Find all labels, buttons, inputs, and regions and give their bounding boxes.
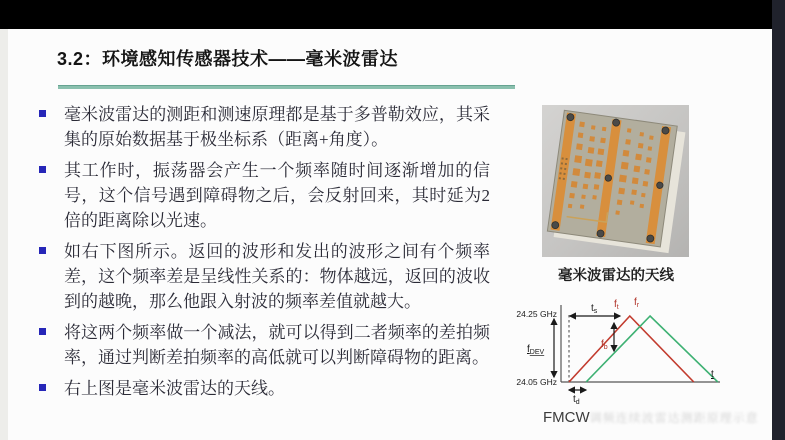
plot-lines: [569, 316, 718, 382]
td-label: $t_d$: [573, 394, 580, 406]
bullet-square-icon: [39, 384, 46, 391]
bullet-square-icon: [39, 247, 46, 254]
fmcw-caption: [543, 409, 759, 426]
ytick-top: 24.25 GHz: [516, 309, 557, 319]
slide-title: 3.2：环境感知传感器技术——毫米波雷达: [57, 49, 399, 69]
letterbox-top-bar: [0, 0, 772, 29]
slide-canvas: [8, 29, 772, 440]
fb-label: $f_b$: [601, 339, 608, 351]
bullet-item-4: [38, 320, 490, 370]
fr-label: $f_r$: [634, 297, 640, 309]
antenna-caption: 毫米波雷达的天线: [558, 268, 674, 284]
bullet-square-icon: [39, 166, 46, 173]
antenna-photo-drawing: [542, 105, 689, 257]
waveform-transmit: [569, 316, 694, 382]
letterbox-right-strip: [772, 0, 785, 440]
fmcw-caption-text: FMCW: [543, 409, 590, 426]
bullet-item-1: [38, 102, 490, 152]
bullet-item-5: [38, 376, 490, 401]
bullet-item-3: [38, 239, 490, 314]
bullet-square-icon: [39, 110, 46, 117]
bullet-item-2: [38, 158, 490, 233]
bullet-text-1: 毫米波雷达的测距和测速原理都是基于多普勒效应，其采集的原始数据基于极坐标系（距离+角度）。: [64, 105, 490, 149]
xaxis-label: t: [711, 369, 714, 380]
ytick-bottom: 24.05 GHz: [516, 377, 557, 387]
bullet-square-icon: [39, 328, 46, 335]
bullet-text-5: 右上图是毫米波雷达的天线。: [64, 379, 285, 398]
title-underline-rule: [58, 85, 515, 89]
ft-label: $f_t$: [614, 299, 619, 311]
bullet-text-3: 如右下图所示。返回的波形和发出的波形之间有个频率差，这个频率差是呈线性关系的：物体越远，返回的波收到的越晚，那么他跟入射波的频率差值就越大。: [64, 242, 490, 311]
antenna-photo: [542, 105, 689, 257]
ts-label: $t_s$: [591, 303, 598, 315]
bullet-list: [38, 102, 490, 407]
fdev-label: $f_{DEV}$: [527, 344, 545, 356]
fmcw-caption-faint-text: 调频连续波雷达测距原理示意: [589, 411, 759, 425]
fmcw-chart: [513, 295, 725, 407]
bullet-text-4: 将这两个频率做一个减法，就可以得到二者频率的差拍频率，通过判断差拍频率的高低就可以判断障碍物的距离。: [64, 323, 490, 367]
bullet-text-2: 其工作时，振荡器会产生一个频率随时间逐渐增加的信号，这个信号遇到障碍物之后，会反射回来，其时延为2倍的距离除以光速。: [64, 161, 490, 230]
